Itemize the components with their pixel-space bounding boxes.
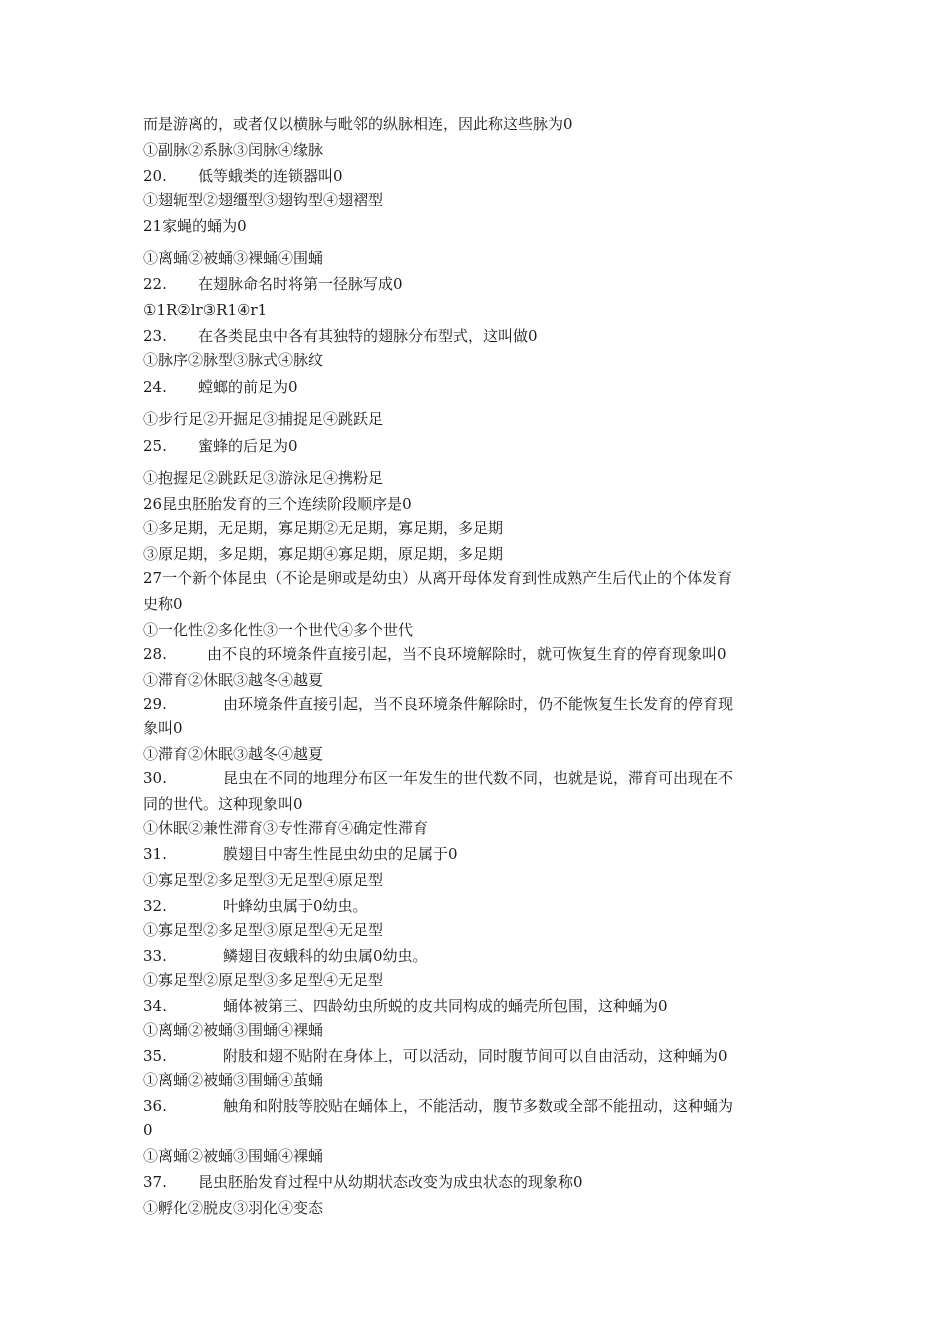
line-text: ①1R②lr③R1④r1 <box>143 301 268 319</box>
line-text: ①寡足型②多足型③原足型④无足型 <box>143 921 384 939</box>
question-line <box>143 274 403 294</box>
question-text: 低等蛾类的连锁器叫0 <box>198 167 343 185</box>
question-line <box>143 694 733 714</box>
question-number: 24. <box>143 378 167 396</box>
text-line <box>143 114 573 134</box>
line-text: 象叫0 <box>143 719 183 737</box>
line-text: ③原足期，多足期，寡足期④寡足期，原足期，多足期 <box>143 545 504 563</box>
question-line <box>143 896 368 916</box>
line-text: ①脉序②脉型③脉式④脉纹 <box>143 351 324 369</box>
question-line <box>143 1046 728 1066</box>
text-line <box>143 190 383 210</box>
line-text: ①副脉②系脉③闰脉④缘脉 <box>143 141 324 159</box>
line-text: ①离蛹②被蛹③围蛹④裸蛹 <box>143 1147 324 1165</box>
line-text: 而是游离的，或者仅以横脉与毗邻的纵脉相连，因此称这些脉为0 <box>143 115 573 133</box>
question-text: 鳞翅目夜蛾科的幼虫属0幼虫。 <box>223 947 428 965</box>
line-text: ①离蛹②被蛹③围蛹④茧蛹 <box>143 1071 324 1089</box>
question-text: 蜜蜂的后足为0 <box>198 437 298 455</box>
question-line <box>143 436 298 456</box>
line-text: ①多足期，无足期，寡足期②无足期，寡足期，多足期 <box>143 519 504 537</box>
question-line <box>143 844 458 864</box>
question-line <box>143 1096 733 1116</box>
question-line <box>143 946 428 966</box>
line-text: ①离蛹②被蛹③围蛹④裸蛹 <box>143 1021 324 1039</box>
text-line <box>143 140 323 160</box>
question-number: 20. <box>143 167 167 185</box>
question-text: 蛹体被第三、四龄幼虫所蜕的皮共同构成的蛹壳所包围，这种蛹为0 <box>223 997 668 1015</box>
text-line <box>143 794 303 814</box>
text-line <box>143 248 323 268</box>
text-line <box>143 468 383 488</box>
question-number: 23. <box>143 327 167 345</box>
text-line <box>143 494 412 514</box>
line-text: 27一个新个体昆虫（不论是卵或是幼虫）从离开母体发育到性成熟产生后代止的个体发育 <box>143 569 733 587</box>
question-text: 附肢和翅不贴附在身体上，可以活动，同时腹节间可以自由活动，这种蛹为0 <box>223 1047 728 1065</box>
line-text: ①滞育②休眠③越冬④越夏 <box>143 745 324 763</box>
question-number: 28. <box>143 645 167 663</box>
line-text: ①一化性②多化性③一个世代④多个世代 <box>143 621 414 639</box>
text-line <box>143 744 323 764</box>
text-line <box>143 620 413 640</box>
question-number: 25. <box>143 437 167 455</box>
question-text: 昆虫在不同的地理分布区一年发生的世代数不同，也就是说，滞育可出现在不 <box>223 769 734 787</box>
text-line <box>143 568 732 588</box>
text-line <box>143 1120 153 1140</box>
line-text: ①寡足型②原足型③多足型④无足型 <box>143 971 384 989</box>
question-number: 33. <box>143 947 167 965</box>
line-text: ①离蛹②被蛹③裸蛹④围蛹 <box>143 249 324 267</box>
question-number: 22. <box>143 275 167 293</box>
text-line <box>143 818 428 838</box>
text-line <box>143 409 383 429</box>
line-text: ①抱握足②跳跃足③游泳足④携粉足 <box>143 469 384 487</box>
question-text: 触角和附肢等胶贴在蛹体上，不能活动，腹节多数或全部不能扭动，这种蛹为 <box>223 1097 734 1115</box>
line-text: ①翅轭型②翅缰型③翅钩型④翅褶型 <box>143 191 384 209</box>
text-line <box>143 1146 323 1166</box>
text-line <box>143 216 247 236</box>
question-line <box>143 768 733 788</box>
text-line <box>143 1020 323 1040</box>
question-text: 由环境条件直接引起，当不良环境条件解除时，仍不能恢复生长发育的停育现 <box>223 695 734 713</box>
question-text: 叶蜂幼虫属于0幼虫。 <box>223 897 368 915</box>
text-line <box>143 670 323 690</box>
line-text: 0 <box>143 1121 153 1139</box>
line-text: ①寡足型②多足型③无足型④原足型 <box>143 871 384 889</box>
question-text: 由不良的环境条件直接引起，当不良环境解除时，就可恢复生育的停育现象叫0 <box>207 645 727 663</box>
text-line <box>143 300 267 320</box>
question-number: 30. <box>143 769 167 787</box>
text-line <box>143 970 383 990</box>
question-number: 34. <box>143 997 167 1015</box>
text-line <box>143 870 383 890</box>
question-text: 昆虫胚胎发育过程中从幼期状态改变为成虫状态的现象称0 <box>198 1173 583 1191</box>
text-line <box>143 1198 323 1218</box>
question-text: 膜翅目中寄生性昆虫幼虫的足属于0 <box>223 845 458 863</box>
text-line <box>143 718 183 738</box>
text-line <box>143 1070 323 1090</box>
question-line <box>143 377 298 397</box>
line-text: ①孵化②脱皮③羽化④变态 <box>143 1199 324 1217</box>
line-text: ①休眠②兼性滞育③专性滞育④确定性滞育 <box>143 819 429 837</box>
question-number: 29. <box>143 695 167 713</box>
line-text: 史称0 <box>143 595 183 613</box>
question-number: 37. <box>143 1173 167 1191</box>
line-text: 同的世代。这种现象叫0 <box>143 795 303 813</box>
text-line <box>143 350 323 370</box>
question-line <box>143 644 727 664</box>
question-number: 36. <box>143 1097 167 1115</box>
question-number: 35. <box>143 1047 167 1065</box>
line-text: ①滞育②休眠③越冬④越夏 <box>143 671 324 689</box>
question-line <box>143 326 538 346</box>
question-text: 螳螂的前足为0 <box>198 378 298 396</box>
question-text: 在各类昆虫中各有其独特的翅脉分布型式，这叫做0 <box>198 327 538 345</box>
line-text: 21家蝇的蛹为0 <box>143 217 247 235</box>
question-text: 在翅脉命名时将第一径脉写成0 <box>198 275 403 293</box>
line-text: ①步行足②开掘足③捕捉足④跳跃足 <box>143 410 384 428</box>
question-line <box>143 1172 583 1192</box>
question-line <box>143 166 343 186</box>
question-line <box>143 996 668 1016</box>
line-text: 26昆虫胚胎发育的三个连续阶段顺序是0 <box>143 495 412 513</box>
text-line <box>143 518 503 538</box>
question-number: 32. <box>143 897 167 915</box>
question-number: 31. <box>143 845 167 863</box>
text-line <box>143 594 183 614</box>
text-line <box>143 920 383 940</box>
text-line <box>143 544 503 564</box>
